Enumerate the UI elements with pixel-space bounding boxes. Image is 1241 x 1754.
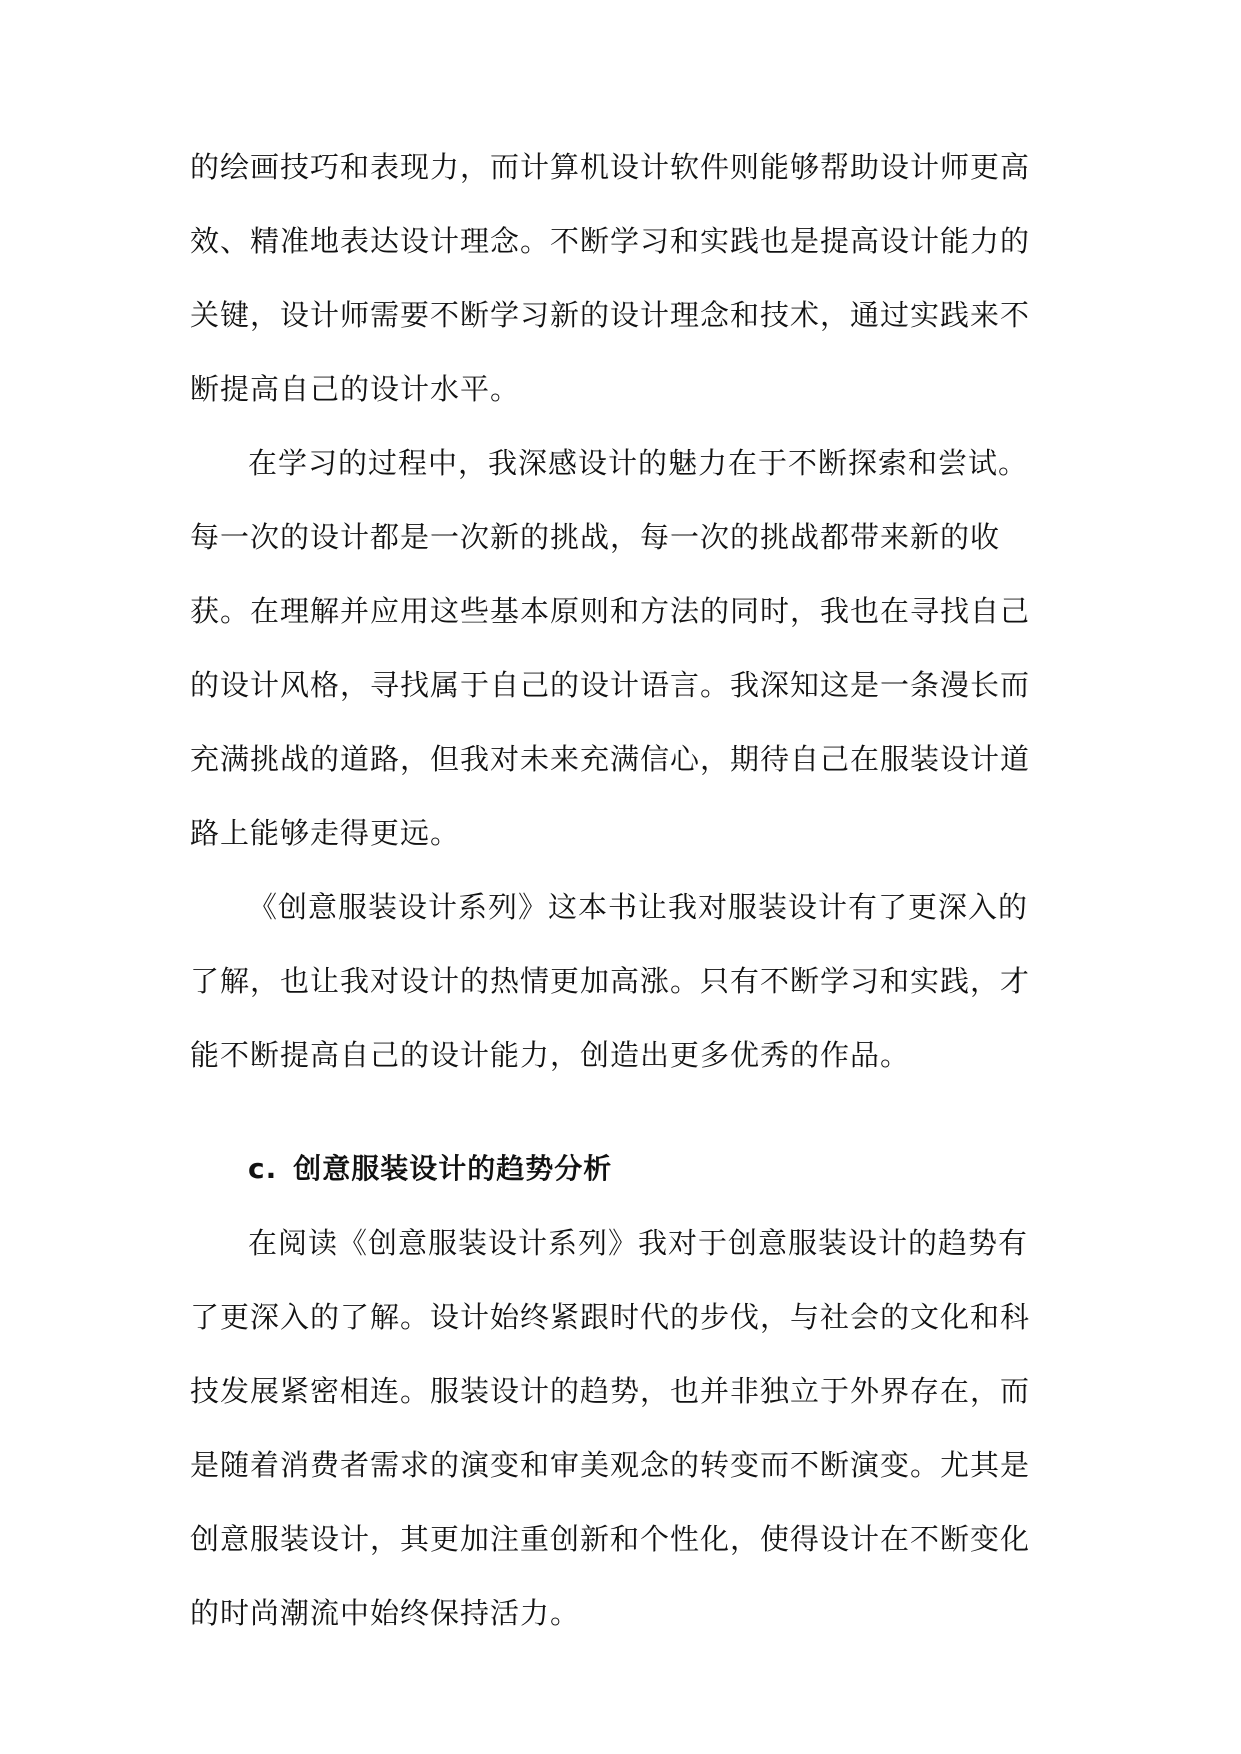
section-heading	[190, 1132, 1055, 1206]
document-body	[190, 130, 1055, 1650]
paragraph-continuation: 的绘画技巧和表现力，而计算机设计软件则能够帮助设计师更高效、精准地表达设计理念。不断学习和实践也是提高设计能力的关键，设计师需要不断学习新的设计理念和技术，通过实践来不断提高自己的设计水平。	[190, 150, 1031, 406]
section-title: 创意服装设计的趋势分析	[293, 1152, 613, 1185]
section-label: c.	[248, 1152, 278, 1185]
paragraph-learning-process: 在学习的过程中，我深感设计的魅力在于不断探索和尝试。每一次的设计都是一次新的挑战，每一次的挑战都带来新的收获。在理解并应用这些基本原则和方法的同时，我也在寻找自己的设计风格，寻找属于自己的设计语言。我深知这是一条漫长而充满挑战的道路，但我对未来充满信心，期待自己在服装设计道路上能够走得更远。	[190, 446, 1031, 850]
paragraph-trend-analysis: 在阅读《创意服装设计系列》我对于创意服装设计的趋势有了更深入的了解。设计始终紧跟时代的步伐，与社会的文化和科技发展紧密相连。服装设计的趋势，也并非独立于外界存在，而是随着消费者需求的演变和审美观念的转变而不断演变。尤其是创意服装设计，其更加注重创新和个性化，使得设计在不断变化的时尚潮流中始终保持活力。	[190, 1226, 1031, 1630]
paragraph-book-reflection: 《创意服装设计系列》这本书让我对服装设计有了更深入的了解，也让我对设计的热情更加高涨。只有不断学习和实践，才能不断提高自己的设计能力，创造出更多优秀的作品。	[190, 890, 1031, 1072]
